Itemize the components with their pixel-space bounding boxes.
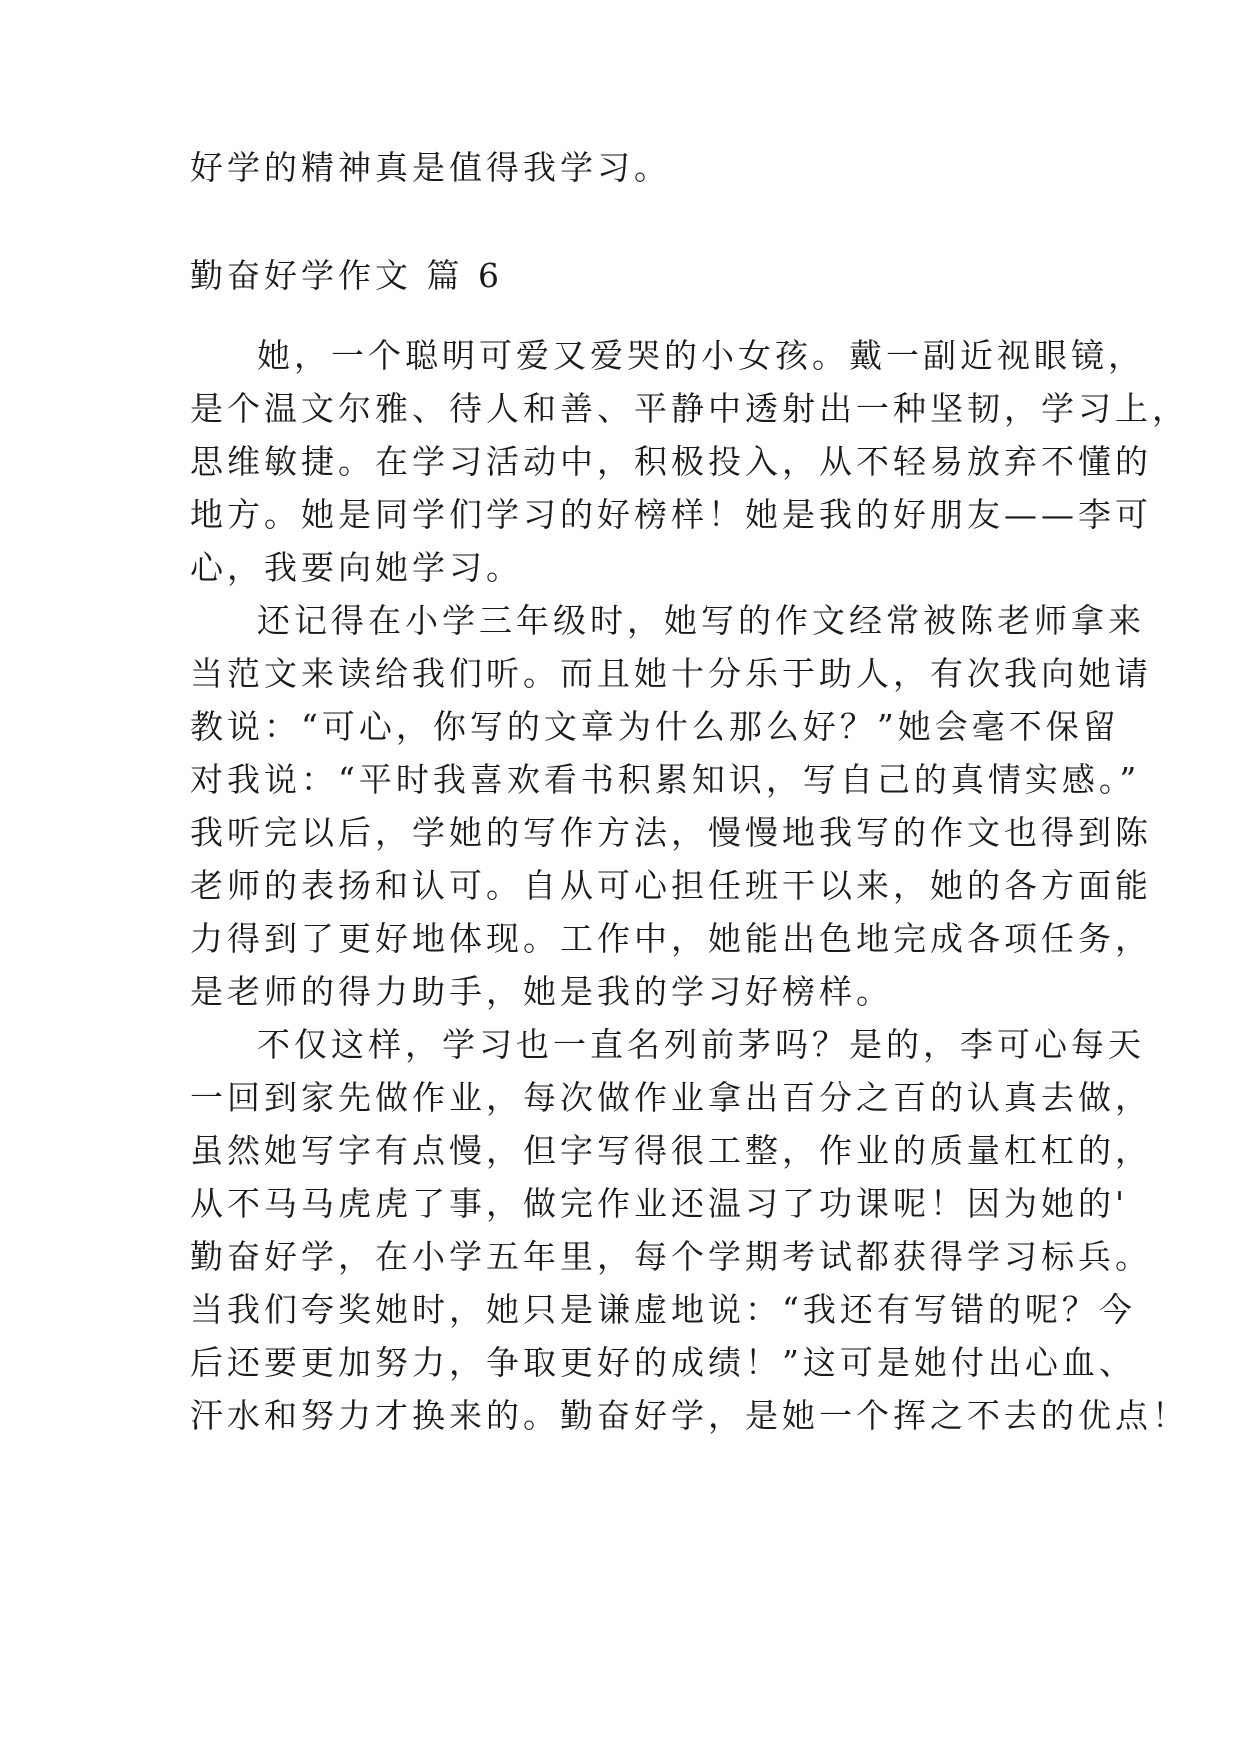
paragraph2-line: 当范文来读给我们听。而且她十分乐于助人，有次我向她请 — [190, 654, 1152, 693]
intro-line: 好学的精神真是值得我学习。 — [190, 148, 671, 187]
paragraph2-line: 我听完以后，学她的写作方法，慢慢地我写的作文也得到陈 — [190, 813, 1152, 852]
paragraph2-line: 还记得在小学三年级时，她写的作文经常被陈老师拿来 — [257, 601, 1145, 640]
paragraph2-line: 力得到了更好地体现。工作中，她能出色地完成各项任务， — [190, 919, 1152, 958]
paragraph3-line: 当我们夸奖她时，她只是谦虚地说：“我还有写错的呢？今 — [190, 1290, 1136, 1329]
paragraph3-line: 后还要更加努力，争取更好的成绩！”这可是她付出心血、 — [190, 1343, 1136, 1382]
paragraph3-line: 虽然她写字有点慢，但字写得很工整，作业的质量杠杠的， — [190, 1131, 1152, 1170]
paragraph3-line: 勤奋好学，在小学五年里，每个学期考试都获得学习标兵。 — [190, 1237, 1152, 1276]
paragraph1-line: 地方。她是同学们学习的好榜样！她是我的好朋友——李可 — [190, 495, 1152, 534]
paragraph1-line: 是个温文尔雅、待人和善、平静中透射出一种坚韧，学习上， — [190, 389, 1189, 428]
paragraph1-line: 思维敏捷。在学习活动中，积极投入，从不轻易放弃不懂的 — [190, 442, 1152, 481]
paragraph2-line: 对我说：“平时我喜欢看书积累知识，写自己的真情实感。” — [190, 760, 1141, 799]
paragraph2-line: 是老师的得力助手，她是我的学习好榜样。 — [190, 972, 893, 1011]
paragraph1-line: 她，一个聪明可爱又爱哭的小女孩。戴一副近视眼镜， — [257, 336, 1145, 375]
paragraph3-line: 从不马马虎虎了事，做完作业还温习了功课呢！因为她的' — [190, 1184, 1129, 1223]
paragraph2-line: 教说：“可心，你写的文章为什么那么好？”她会毫不保留 — [190, 707, 1120, 746]
section-heading: 勤奋好学作文 篇 6 — [190, 256, 503, 295]
paragraph1-line: 心，我要向她学习。 — [190, 548, 523, 587]
paragraph3-line: 汗水和努力才换来的。勤奋好学，是她一个挥之不去的优点！ — [190, 1396, 1189, 1435]
paragraph3-line: 一回到家先做作业，每次做作业拿出百分之百的认真去做， — [190, 1078, 1152, 1117]
paragraph3-line: 不仅这样，学习也一直名列前茅吗？是的，李可心每天 — [257, 1025, 1145, 1064]
paragraph2-line: 老师的表扬和认可。自从可心担任班干以来，她的各方面能 — [190, 866, 1152, 905]
